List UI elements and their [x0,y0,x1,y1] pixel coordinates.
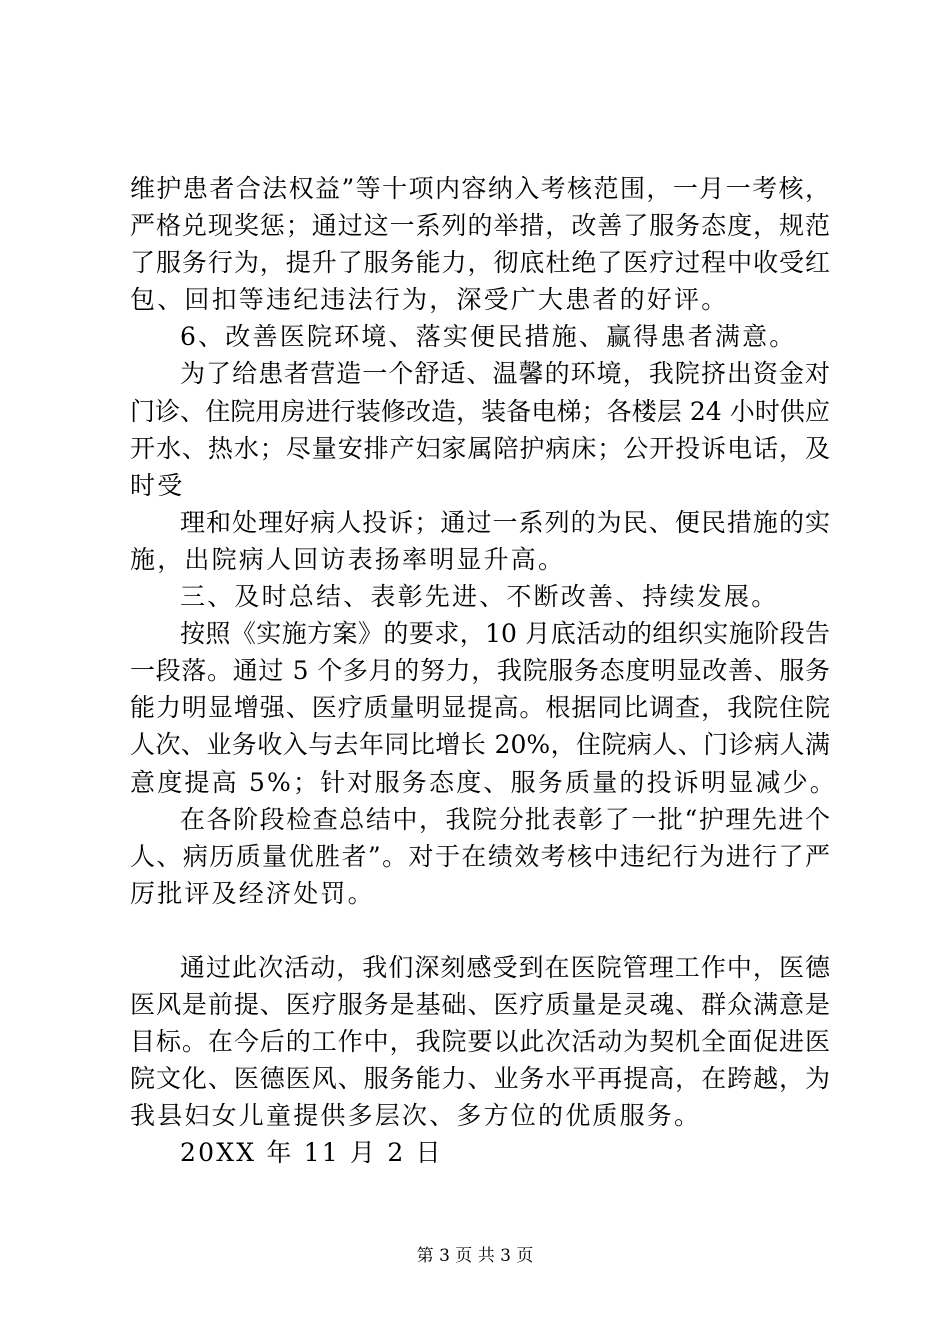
document-body [130,170,838,1172]
text-line: 通过此次活动，我们深刻感受到在医院管理工作中，医德 [180,952,830,982]
text-line: 门诊、住院用房进行装修改造，装备电梯；各楼层 24 小时供应 [130,396,830,426]
text-line: 目标。在今后的工作中，我院要以此次活动为契机全面促进医 [130,1027,830,1057]
text-line: 医风是前提、医疗服务是基础、医疗质量是灵魂、群众满意是 [130,990,830,1020]
text-line: 维护患者合法权益”等十项内容纳入考核范围，一月一考核， [130,174,830,203]
text-line: 严格兑现奖惩；通过这一系列的举措，改善了服务态度，规范 [130,211,830,241]
text-line: 了服务行为，提升了服务能力，彻底杜绝了医疗过程中收受红 [130,248,830,278]
text-line: 人、病历质量优胜者”。对于在绩效考核中违纪行为进行了严 [130,841,830,871]
text-line: 人次、业务收入与去年同比增长 20%，住院病人、门诊病人满 [130,730,830,760]
text-line: 按照《实施方案》的要求，10 月底活动的组织实施阶段告 [180,619,830,649]
text-line: 时受 [130,470,185,500]
blank-line [130,912,830,949]
text-line: 厉批评及经济处罚。 [130,878,375,908]
text-line: 理和处理好病人投诉；通过一系列的为民、便民措施的实 [180,507,830,537]
page-number-footer: 第 3 页 共 3 页 [416,1246,534,1266]
text-line: 一段落。通过 5 个多月的努力，我院服务态度明显改善、服务 [130,656,830,686]
text-line: 在各阶段检查总结中，我院分批表彰了一批“护理先进个 [180,804,830,834]
section-heading: 三、及时总结、表彰先进、不断改善、持续发展。 [180,582,779,612]
section-heading: 6、改善医院环境、落实便民措施、赢得患者满意。 [180,322,797,352]
text-line: 意度提高 5%；针对服务态度、服务质量的投诉明显减少。 [130,767,838,797]
text-line: 包、回扣等违纪违法行为，深受广大患者的好评。 [130,285,729,315]
document-date: 20XX 年 11 月 2 日 [180,1138,443,1168]
text-line: 能力明显增强、医疗质量明显提高。根据同比调查，我院住院 [130,693,830,723]
text-line: 开水、热水；尽量安排产妇家属陪护病床；公开投诉电话，及 [130,433,830,463]
text-line: 施，出院病人回访表扬率明显升高。 [130,544,566,574]
text-line: 为了给患者营造一个舒适、温馨的环境，我院挤出资金对 [180,359,830,389]
text-line: 我县妇女儿童提供多层次、多方位的优质服务。 [130,1101,702,1131]
text-line: 院文化、医德医风、服务能力、业务水平再提高，在跨越，为 [130,1064,830,1094]
